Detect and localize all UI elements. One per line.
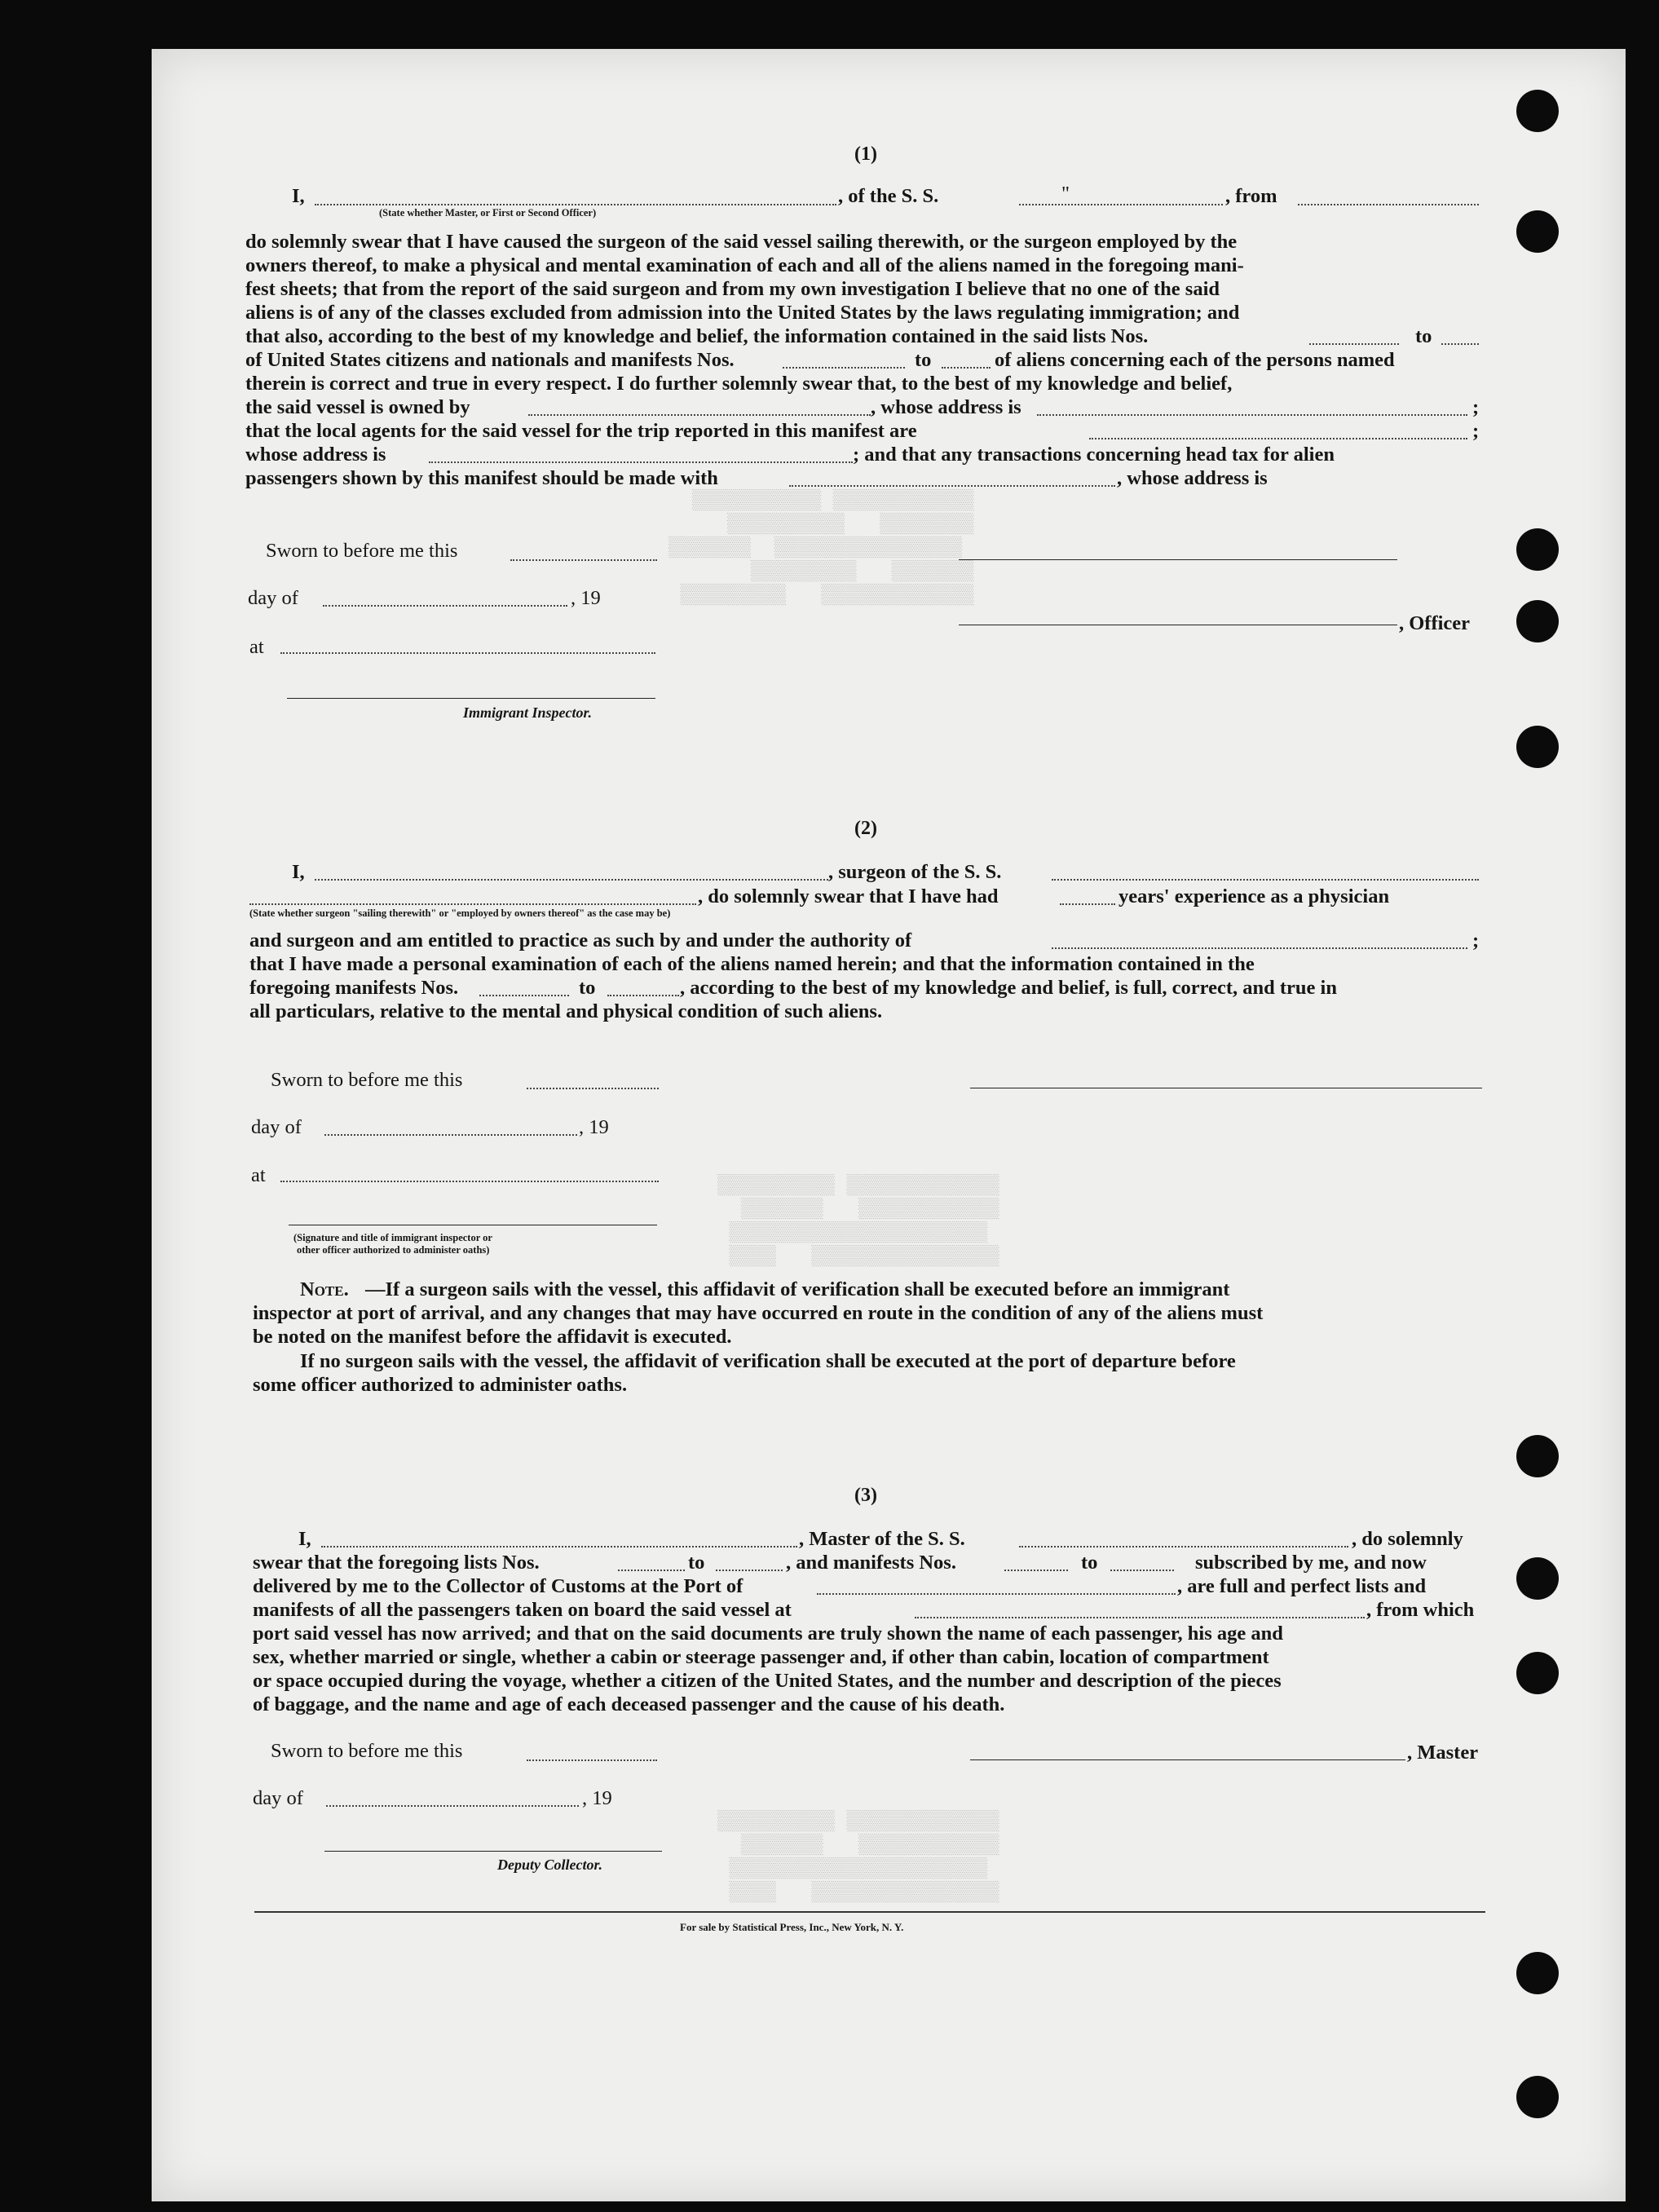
s1-para-line: fest sheets; that from the report of the said surgeon and from my own investigation I believe that no one of the said xyxy=(245,278,1220,300)
s1-day-field[interactable] xyxy=(323,605,567,607)
s1-inspector-label: Immigrant Inspector. xyxy=(463,704,593,721)
s1-officer-label: , Officer xyxy=(1399,612,1471,634)
s1-semicolon-2: ; xyxy=(1472,420,1480,442)
note-line: be noted on the manifest before the affidavit is executed. xyxy=(253,1326,732,1348)
s2-day-field[interactable] xyxy=(324,1134,577,1136)
s1-whose-address: , whose address is xyxy=(871,396,1021,418)
inspector-signature-line[interactable] xyxy=(287,698,655,699)
s1-from-label: , from xyxy=(1225,185,1277,207)
bleed-through-texture: ▒▒▒▒▒▒▒▒▒▒▒▒▒ ▒▒▒▒▒▒▒▒▒▒ ▒▒▒▒▒▒▒▒▒▒▒▒ ▒▒▒▒▒▒▒ ▒▒▒▒▒▒▒▒▒▒▒▒▒▒▒▒▒▒▒▒▒▒ ▒▒▒▒▒▒▒▒▒▒▒▒▒▒▒▒ ▒▒▒▒ xyxy=(717,1811,999,1904)
s2-surgeon-of: , surgeon of the S. S. xyxy=(828,861,1002,883)
s1-master-note: (State whether Master, or First or Second Officer) xyxy=(379,207,597,219)
embarkation-port-field[interactable] xyxy=(915,1617,1365,1618)
s1-at-field[interactable] xyxy=(280,652,655,654)
s3-l4a: manifests of all the passengers taken on board the said vessel at xyxy=(253,1599,792,1621)
surgeon-status-field[interactable] xyxy=(249,903,696,905)
s1-at-label: at xyxy=(249,636,264,658)
binder-hole xyxy=(1516,1435,1559,1477)
s3-para-line: or space occupied during the voyage, whether a citizen of the United States, and the number and description of the pieces xyxy=(253,1670,1282,1692)
s1-para-line: that also, according to the best of my knowledge and belief, the information contained in the said lists Nos. xyxy=(245,325,1149,347)
s3-master-label: , Master xyxy=(1407,1742,1479,1764)
master-signature-line[interactable] xyxy=(970,1759,1405,1760)
binder-hole xyxy=(1516,726,1559,768)
customs-port-field[interactable] xyxy=(817,1593,1176,1595)
s2-sworn-label: Sworn to before me this xyxy=(271,1069,463,1091)
s3-para-line: port said vessel has now arrived; and that on the said documents are truly shown the name of each passenger, his age and xyxy=(253,1623,1283,1645)
s1-para-line: owners thereof, to make a physical and mental examination of each and all of the aliens named in the foregoing mani- xyxy=(245,254,1244,276)
note-line: inspector at port of arrival, and any changes that may have occurred en route in the condition of any of the aliens must xyxy=(253,1302,1264,1324)
s1-para-line: passengers shown by this manifest should be made with xyxy=(245,467,718,489)
s2-swear: , do solemnly swear that I have had xyxy=(698,885,999,907)
s1-year-label: , 19 xyxy=(571,587,601,609)
ship-name-mark: " xyxy=(1061,183,1070,205)
footer-rule xyxy=(254,1911,1485,1913)
binder-hole xyxy=(1516,210,1559,253)
s3-to-label-2: to xyxy=(1081,1552,1098,1574)
s3-day-field[interactable] xyxy=(326,1805,579,1807)
s3-day-of-label: day of xyxy=(253,1787,303,1809)
s1-of-ss-label: , of the S. S. xyxy=(838,185,939,207)
s3-lists-to-field[interactable] xyxy=(716,1570,783,1571)
agents-address-field[interactable] xyxy=(429,461,853,463)
s1-to-label-2: to xyxy=(915,349,932,371)
s1-para-line: do solemnly swear that I have caused the surgeon of the said vessel sailing therewith, or the surgeon employed by the xyxy=(245,231,1238,253)
s3-l2b: , and manifests Nos. xyxy=(786,1552,956,1574)
owner-field[interactable] xyxy=(528,414,871,416)
bleed-through-texture: ▒▒▒▒▒▒▒▒▒▒▒▒▒ ▒▒▒▒▒▒▒▒▒▒ ▒▒▒▒▒▒▒▒▒▒▒▒ ▒▒▒▒▒▒▒ ▒▒▒▒▒▒▒▒▒▒▒▒▒▒▒▒▒▒▒▒▒▒ ▒▒▒▒▒▒▒▒▒▒▒▒▒▒▒▒ ▒▒▒▒ xyxy=(717,1175,999,1268)
officer-signature-line[interactable] xyxy=(959,559,1397,560)
manifests-to-field[interactable] xyxy=(942,367,991,369)
s2-manifests-to-field[interactable] xyxy=(607,995,679,996)
s1-semicolon: ; xyxy=(1472,396,1480,418)
binder-hole xyxy=(1516,1557,1559,1600)
s2-sworn-field[interactable] xyxy=(527,1088,659,1089)
s3-year-label: , 19 xyxy=(582,1787,612,1809)
s3-l4b: , from which xyxy=(1366,1599,1475,1621)
local-agents-field[interactable] xyxy=(1089,438,1467,439)
s3-para-line: of baggage, and the name and age of each deceased passenger and the cause of his death. xyxy=(253,1693,1005,1715)
s1-para-line: whose address is xyxy=(245,444,386,466)
from-port-field[interactable] xyxy=(1298,204,1479,205)
s3-manifests-to-field[interactable] xyxy=(1110,1570,1174,1571)
head-tax-party-field[interactable] xyxy=(789,485,1115,487)
s3-sworn-label: Sworn to before me this xyxy=(271,1740,463,1762)
s3-l3a: delivered by me to the Collector of Customs at the Port of xyxy=(253,1575,743,1597)
section-3-number: (3) xyxy=(854,1485,877,1506)
s2-at-field[interactable] xyxy=(280,1181,659,1182)
note-line: some officer authorized to administer oaths. xyxy=(253,1374,628,1396)
lists-to-field[interactable] xyxy=(1441,343,1479,345)
practice-authority-field[interactable] xyxy=(1052,947,1467,949)
s2-at-label: at xyxy=(251,1164,266,1186)
s3-l2a: swear that the foregoing lists Nos. xyxy=(253,1552,540,1574)
s2-ship-field[interactable] xyxy=(1052,879,1479,881)
section-2-number: (2) xyxy=(854,818,877,839)
ship-name-field[interactable] xyxy=(1019,204,1223,205)
s1-para-line: of United States citizens and nationals and manifests Nos. xyxy=(245,349,735,371)
s1-of-aliens: of aliens concerning each of the persons named xyxy=(995,349,1395,371)
owner-address-field[interactable] xyxy=(1037,414,1467,416)
s3-l2c: subscribed by me, and now xyxy=(1195,1552,1427,1574)
section-1-number: (1) xyxy=(854,143,877,165)
master-name-field[interactable] xyxy=(315,204,836,205)
s2-para-line: that I have made a personal examination of each of the aliens named herein; and that the information contained in the xyxy=(249,953,1255,975)
s1-whose-address-2: , whose address is xyxy=(1117,467,1268,489)
s2-years: years' experience as a physician xyxy=(1119,885,1390,907)
note-line: —If a surgeon sails with the vessel, this affidavit of verification shall be executed before an immigrant xyxy=(365,1278,1230,1300)
s2-manifests-from-field[interactable] xyxy=(479,995,569,996)
s3-l3b: , are full and perfect lists and xyxy=(1177,1575,1427,1597)
s3-deputy-label: Deputy Collector. xyxy=(497,1857,602,1873)
s1-sworn-label: Sworn to before me this xyxy=(266,540,458,562)
manifests-from-field[interactable] xyxy=(783,367,905,369)
s1-para-line: the said vessel is owned by xyxy=(245,396,470,418)
binder-hole xyxy=(1516,1952,1559,1994)
s3-lists-from-field[interactable] xyxy=(618,1570,685,1571)
s1-para-line: therein is correct and true in every respect. I do further solemnly swear that, to the best of my knowledge and belief, xyxy=(245,373,1233,395)
s1-day-of-label: day of xyxy=(248,587,298,609)
s3-master-name-field[interactable] xyxy=(321,1546,797,1548)
s2-para-line: foregoing manifests Nos. xyxy=(249,977,459,999)
s2-semicolon: ; xyxy=(1472,929,1480,951)
s1-i-label: I, xyxy=(292,185,305,207)
s3-i-label: I, xyxy=(298,1528,311,1550)
s3-manifests-from-field[interactable] xyxy=(1004,1570,1068,1571)
s1-para-line: aliens is of any of the classes excluded from admission into the United States by the laws regulating immigration; and xyxy=(245,302,1240,324)
s3-do-solemnly: , do solemnly xyxy=(1352,1528,1463,1550)
lists-from-field[interactable] xyxy=(1309,343,1399,345)
s2-para-line: all particulars, relative to the mental and physical condition of such aliens. xyxy=(249,1000,883,1022)
binder-hole xyxy=(1516,528,1559,571)
bleed-through-texture: ▒▒▒▒▒▒▒▒▒▒▒▒ ▒▒▒▒▒▒▒▒▒▒▒ ▒▒▒▒▒▒▒▒ ▒▒▒▒▒▒▒▒▒▒ ▒▒▒▒▒▒▒▒▒▒▒▒▒▒▒▒ ▒▒▒▒▒▒▒ ▒▒▒▒▒▒▒ ▒▒▒▒▒▒▒▒▒ ▒▒▒▒▒▒▒▒▒▒▒▒▒ ▒▒▒▒▒▒▒▒▒ xyxy=(668,490,974,607)
s2-to-label: to xyxy=(579,977,596,999)
binder-hole xyxy=(1516,90,1559,132)
s1-transactions: ; and that any transactions concerning head tax for alien xyxy=(853,444,1335,466)
s2-sig-note-2: other officer authorized to administer oaths) xyxy=(297,1244,490,1256)
note-label: Note. xyxy=(300,1278,349,1300)
s3-ship-field[interactable] xyxy=(1019,1546,1348,1548)
s2-para-line: and surgeon and am entitled to practice as such by and under the authority of xyxy=(249,929,912,951)
s2-surgeon-note: (State whether surgeon "sailing therewith" or "employed by owners thereof" as the case may be) xyxy=(249,907,671,919)
s3-master-of: , Master of the S. S. xyxy=(799,1528,965,1550)
s3-para-line: sex, whether married or single, whether a cabin or steerage passenger and, if other than cabin, location of compartment xyxy=(253,1646,1269,1668)
s1-para-line: that the local agents for the said vessel for the trip reported in this manifest are xyxy=(245,420,917,442)
s1-to-label: to xyxy=(1415,325,1432,347)
years-experience-field[interactable] xyxy=(1060,903,1115,905)
s1-sworn-field[interactable] xyxy=(510,559,657,561)
s3-sworn-field[interactable] xyxy=(527,1759,657,1761)
note-line: If no surgeon sails with the vessel, the affidavit of verification shall be executed at the port of departure before xyxy=(300,1350,1236,1372)
footer-printer: For sale by Statistical Press, Inc., New York, N. Y. xyxy=(680,1921,904,1933)
s2-sig-note-1: (Signature and title of immigrant inspector or xyxy=(293,1232,492,1243)
s2-according: , according to the best of my knowledge and belief, is full, correct, and true in xyxy=(680,977,1337,999)
deputy-signature-line[interactable] xyxy=(324,1851,662,1852)
s2-i-label: I, xyxy=(292,861,305,883)
binder-hole xyxy=(1516,1652,1559,1694)
s3-to-label: to xyxy=(688,1552,705,1574)
binder-hole xyxy=(1516,2076,1559,2118)
binder-hole xyxy=(1516,600,1559,642)
surgeon-name-field[interactable] xyxy=(315,879,828,881)
s2-day-of-label: day of xyxy=(251,1116,302,1138)
s2-year-label: , 19 xyxy=(579,1116,609,1138)
